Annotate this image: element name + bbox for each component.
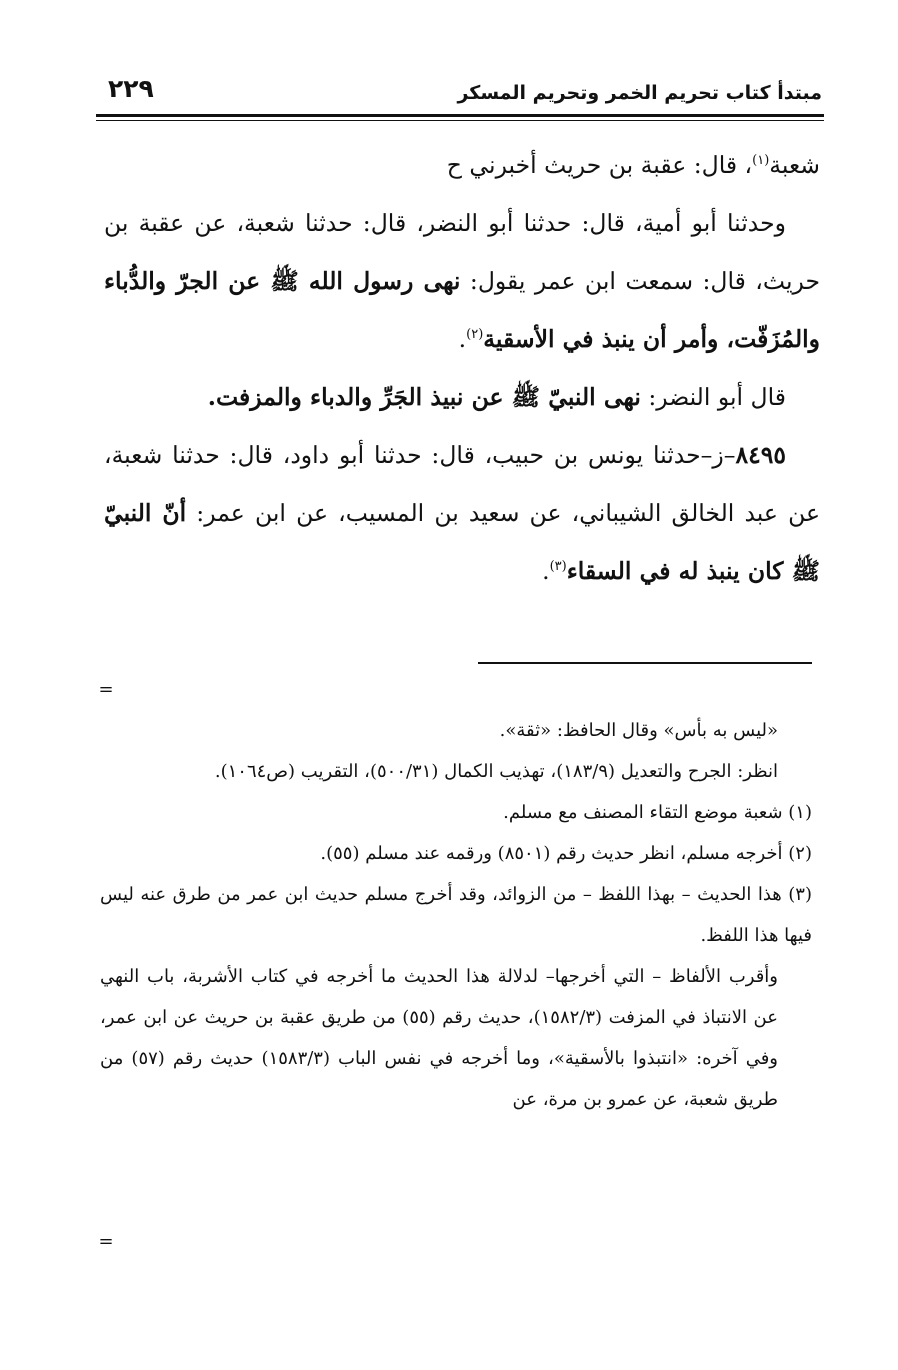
p1-text: شعبة: [769, 151, 820, 179]
paragraph-3: [104, 368, 820, 426]
footnote-continuation-line-2: انظر: الجرح والتعديل (١٨٣/٩)، تهذيب الكمال (٥٠٠/٣١)، التقريب (ص١٠٦٤).: [214, 761, 778, 782]
paragraph-2: [104, 194, 820, 368]
footnotes: [100, 710, 812, 1120]
p3-text: قال أبو النضر:: [640, 383, 786, 411]
footnote-2: (٢) أخرجه مسلم، انظر حديث رقم (٨٥٠١) ورقمه عند مسلم (٥٥).: [320, 843, 812, 864]
header-rule-thin: [96, 120, 824, 121]
footnote-ref-3: (٣): [549, 559, 567, 575]
p4-hadith-text: أنّ النبيّ ﷺ كان ينبذ له في السقاء: [104, 499, 820, 585]
footnote-ref-1: (١): [752, 153, 770, 169]
footnote-ref-2: (٢): [466, 327, 484, 343]
p4-end: .: [542, 557, 550, 585]
running-title: مبتدأ كتاب تحريم الخمر وتحريم المسكر: [457, 82, 822, 104]
p3-hadith-text: نهى النبيّ ﷺ عن نبيذ الجَرِّ والدباء والمزفت.: [207, 383, 641, 411]
footnote-continuation-line-1: «ليس به بأس» وقال الحافظ: «ثقة».: [499, 720, 778, 741]
header-rule-thick: [96, 114, 824, 117]
p2-hadith-text: نهى رسول الله ﷺ عن الجرّ والدُّباء والمُزَفّت، وأمر أن ينبذ في الأسقية: [104, 267, 820, 353]
footnote-separator: [478, 662, 812, 664]
p4-text: –ز–حدثنا يونس بن حبيب، قال: حدثنا أبو داود، قال: حدثنا شعبة، عن عبد الخالق الشيباني، عن سعيد بن المسيب، عن ابن عمر:: [104, 441, 820, 527]
p2-text: وحدثنا أبو أمية، قال: حدثنا أبو النضر، قال: حدثنا شعبة، عن عقبة بن حريث، قال: سمعت ابن عمر يقول:: [104, 209, 820, 295]
paragraph-4: [104, 426, 820, 600]
footnote-3-paragraph-2: وأقرب الألفاظ – التي أخرجها– لدلالة هذا الحديث ما أخرجه في كتاب الأشربة، باب النهي عن الانتباذ في المزفت (١٥٨٢/٣)، حديث رقم (٥٥) من طريق عقبة بن حريث عن ابن عمر، وفي آخره: «انتبذوا بالأسقية»، وما أخرجه في نفس الباب (١٥٨٣/٣) حديث رقم (٥٧) من طريق شعبة، عن عمرو بن مرة، عن: [100, 966, 778, 1110]
footnote-3: (٣) هذا الحديث – بهذا اللفظ – من الزوائد، وقد أخرج مسلم حديث ابن عمر من طرق عنه ليس فيها هذا اللفظ.: [100, 884, 812, 946]
p2-end: .: [458, 325, 467, 353]
paragraph-1: [104, 136, 820, 194]
hadith-number: ٨٤٩٥: [735, 441, 786, 469]
continuation-mark-top: =: [98, 679, 114, 700]
main-text: [104, 136, 820, 600]
page-header: [100, 74, 822, 114]
page-number: ٢٢٩: [108, 74, 154, 103]
footnote-1: (١) شعبة موضع التقاء المصنف مع مسلم.: [503, 802, 812, 823]
p1-rest: ، قال: عقبة بن حريث أخبرني ح: [446, 151, 753, 179]
continuation-mark-bottom: =: [98, 1231, 114, 1252]
